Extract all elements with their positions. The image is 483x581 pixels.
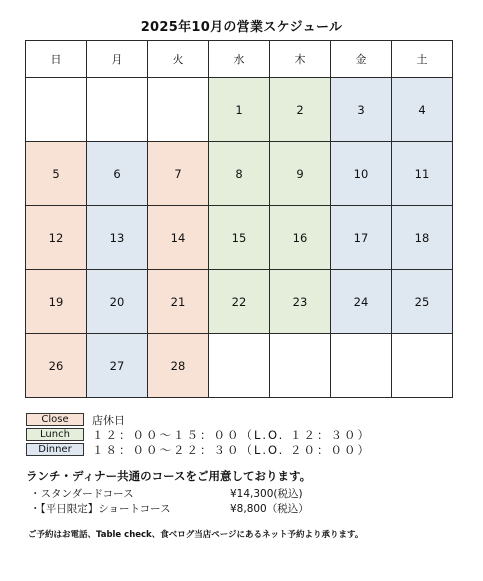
course-price: ¥8,800（税込） — [230, 503, 309, 515]
legend-row-close — [26, 412, 371, 427]
weekday-sat: 土 — [392, 41, 453, 78]
legend-swatch-lunch: Lunch — [26, 428, 84, 441]
calendar-day-cell — [148, 78, 209, 142]
reservation-note: ご予約はお電話、Table check、食べログ当店ページにあるネット予約より承ります。 — [28, 530, 364, 540]
calendar-day-cell: 4 — [392, 78, 453, 142]
calendar-day-cell: 16 — [270, 206, 331, 270]
calendar-day-cell: 1 — [209, 78, 270, 142]
calendar-day-cell — [270, 334, 331, 398]
calendar-day-cell: 20 — [87, 270, 148, 334]
weekday-sun: 日 — [26, 41, 87, 78]
course-name: ・【平日限定】ショートコース — [30, 503, 171, 515]
legend-desc-dinner: １８：００〜２２：３０（L.O. ２０：００） — [92, 442, 371, 457]
legend-row-lunch — [26, 427, 371, 442]
calendar-day-cell: 2 — [270, 78, 331, 142]
legend — [26, 412, 371, 457]
calendar-day-cell — [209, 334, 270, 398]
calendar-day-cell: 6 — [87, 142, 148, 206]
calendar-day-cell: 8 — [209, 142, 270, 206]
calendar-day-cell: 23 — [270, 270, 331, 334]
calendar-day-cell — [392, 334, 453, 398]
calendar-day-cell: 9 — [270, 142, 331, 206]
weekday-mon: 月 — [87, 41, 148, 78]
legend-desc-close: 店休日 — [92, 413, 125, 427]
calendar-day-cell: 13 — [87, 206, 148, 270]
course-name: ・スタンダードコース — [30, 488, 134, 500]
weekday-fri: 金 — [331, 41, 392, 78]
legend-desc-lunch: １２：００〜１５：００（L.O. １２：３０） — [92, 427, 371, 442]
calendar-day-cell: 26 — [26, 334, 87, 398]
calendar-week-row — [26, 270, 453, 334]
legend-row-dinner — [26, 442, 371, 457]
calendar-day-cell: 15 — [209, 206, 270, 270]
legend-swatch-dinner: Dinner — [26, 443, 84, 456]
calendar-day-cell: 21 — [148, 270, 209, 334]
weekday-tue: 火 — [148, 41, 209, 78]
calendar-week-row — [26, 142, 453, 206]
calendar-day-cell — [331, 334, 392, 398]
calendar-day-cell: 14 — [148, 206, 209, 270]
calendar-day-cell: 3 — [331, 78, 392, 142]
calendar-day-cell: 27 — [87, 334, 148, 398]
calendar-table — [25, 40, 453, 398]
calendar-day-cell — [26, 78, 87, 142]
calendar-day-cell: 11 — [392, 142, 453, 206]
weekday-header-row — [26, 41, 453, 78]
course-heading: ランチ・ディナー共通のコースをご用意しております。 — [26, 469, 312, 483]
calendar-day-cell: 25 — [392, 270, 453, 334]
calendar-week-row — [26, 78, 453, 142]
weekday-wed: 水 — [209, 41, 270, 78]
calendar-day-cell: 12 — [26, 206, 87, 270]
legend-swatch-close: Close — [26, 413, 84, 426]
calendar-day-cell: 17 — [331, 206, 392, 270]
course-item — [30, 486, 303, 501]
calendar-week-row — [26, 206, 453, 270]
calendar-day-cell: 22 — [209, 270, 270, 334]
calendar-day-cell: 10 — [331, 142, 392, 206]
course-item — [30, 501, 309, 516]
calendar-week-row — [26, 334, 453, 398]
course-price: ¥14,300(税込) — [230, 488, 303, 500]
calendar-day-cell: 5 — [26, 142, 87, 206]
calendar-day-cell: 7 — [148, 142, 209, 206]
calendar-day-cell — [87, 78, 148, 142]
calendar-day-cell: 28 — [148, 334, 209, 398]
calendar-day-cell: 19 — [26, 270, 87, 334]
calendar-day-cell: 18 — [392, 206, 453, 270]
page-title: 2025年10月の営業スケジュール — [140, 20, 343, 35]
weekday-thu: 木 — [270, 41, 331, 78]
calendar-day-cell: 24 — [331, 270, 392, 334]
